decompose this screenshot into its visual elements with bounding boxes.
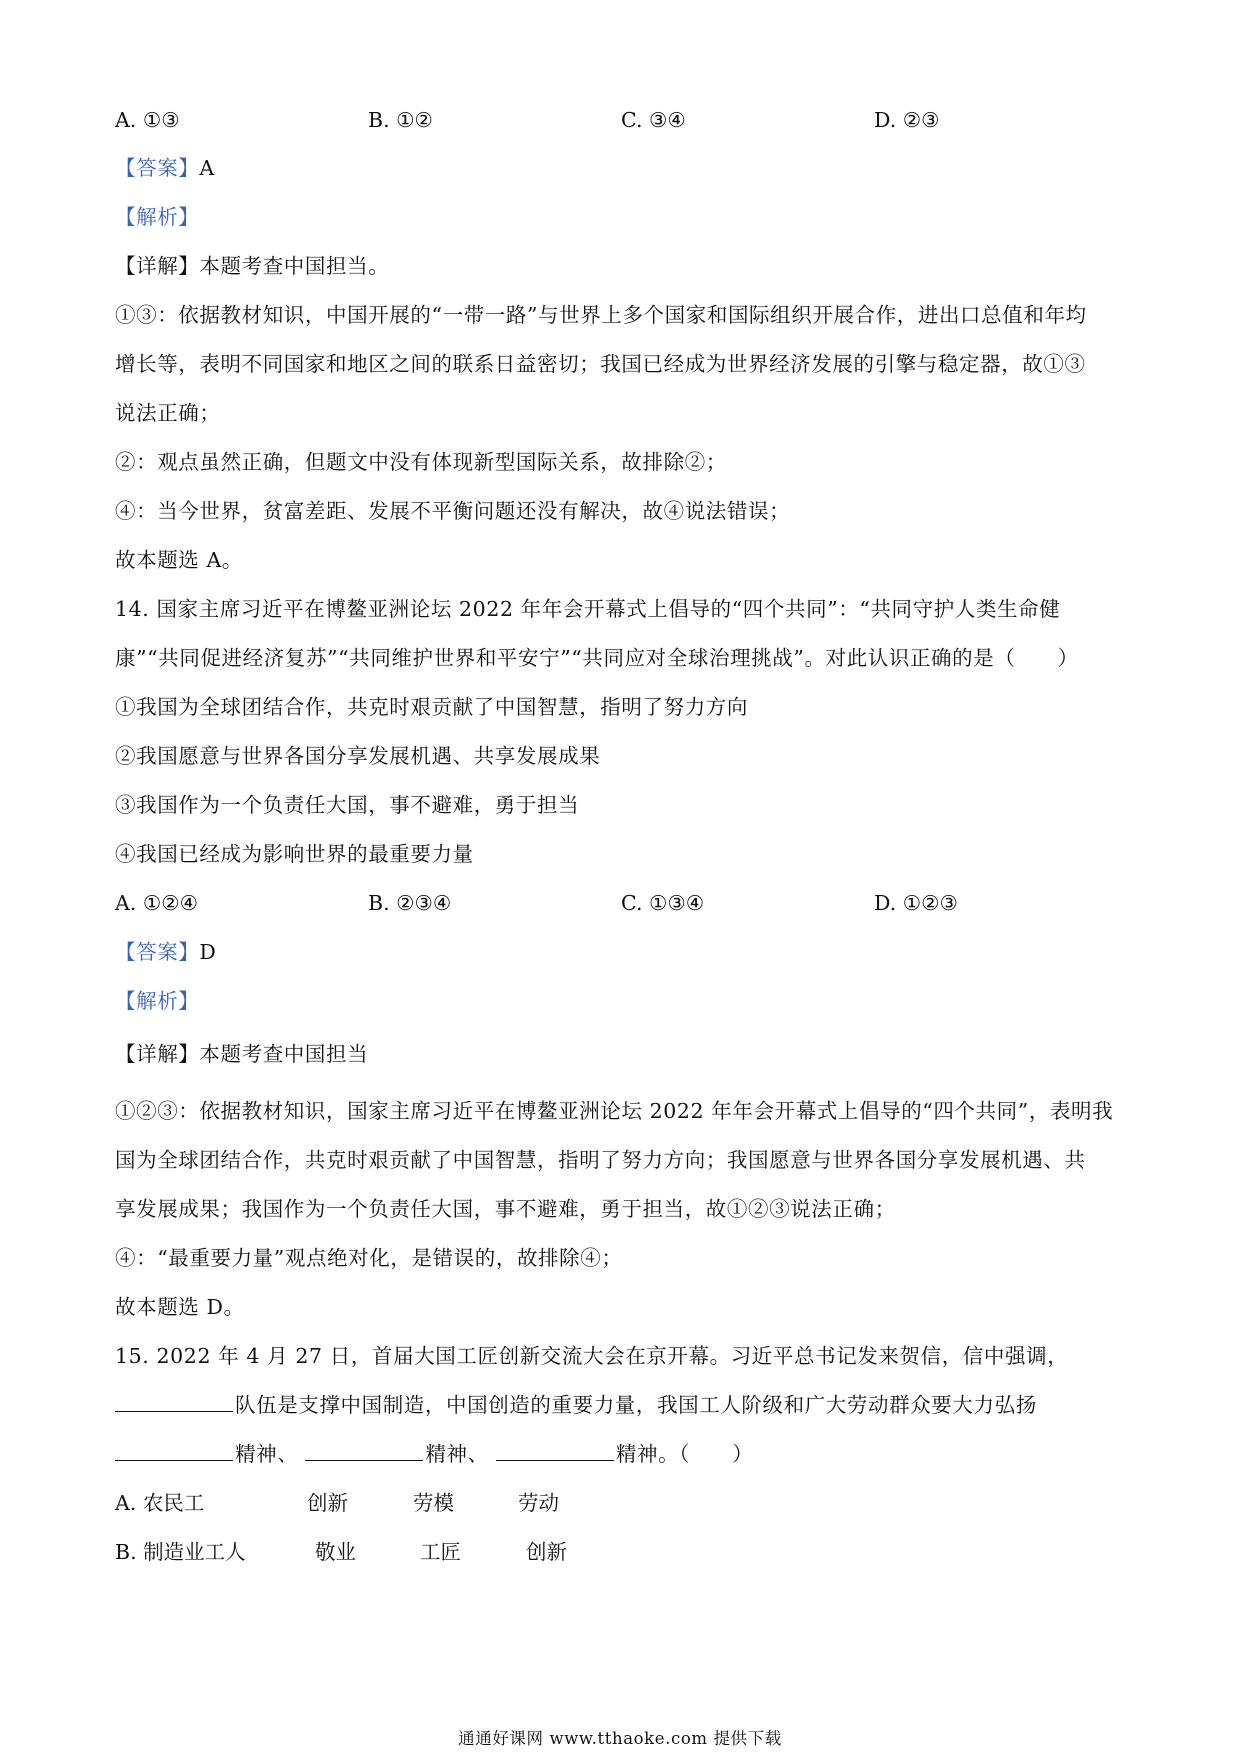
q15-stem-line: 15. 2022 年 4 月 27 日，首届大国工匠创新交流大会在京开幕。习近平总书记发来贺信，信中强调，: [115, 1344, 1069, 1368]
q13-explanation-line: ④：当今世界，贫富差距、发展不平衡问题还没有解决，故④说法错误；: [115, 499, 791, 523]
q13-explanation-line: ①③：依据教材知识，中国开展的“一带一路”与世界上多个国家和国际组织开展合作，进出口总值和年均: [115, 303, 1087, 327]
q13-explanation-line: 增长等，表明不同国家和地区之间的联系日益密切；我国已经成为世界经济发展的引擎与稳定器，故①③: [115, 352, 1086, 376]
q15-option-b-word: 敬业: [315, 1540, 356, 1564]
q14-answer-line: [115, 938, 216, 966]
q14-detail-line: [115, 1040, 368, 1068]
q14-answer-value: D: [199, 940, 217, 964]
q14-option-c: C. ①③④: [621, 891, 705, 915]
q15-option-b-label: B. 制造业工人: [115, 1540, 246, 1564]
q14-stem-line: 14. 国家主席习近平在博鳌亚洲论坛 2022 年年会开幕式上倡导的“四个共同”：“共同守护人类生命健: [115, 597, 1061, 621]
q15-option-a-word: 创新: [307, 1491, 348, 1515]
q15-option-b-word: 工匠: [420, 1540, 461, 1564]
q13-option-c: C. ③④: [621, 108, 686, 132]
q15-option-b-word: 创新: [526, 1540, 567, 1564]
q15-spirit-word: 精神、: [425, 1442, 489, 1466]
q14-conclusion-line: 故本题选 D。: [115, 1295, 245, 1319]
q14-option-b: B. ②③④: [368, 891, 452, 915]
fill-in-blank: [115, 1440, 233, 1461]
q13-answer-value: A: [199, 156, 215, 180]
q15-stem-line: [115, 1391, 1037, 1419]
q14-answer-tag: 【答案】: [115, 940, 200, 964]
q15-stem-text: 队伍是支撑中国制造，中国创造的重要力量，我国工人阶级和广大劳动群众要大力弘扬: [235, 1393, 1037, 1417]
q15-stem-line: [115, 1440, 753, 1468]
q13-explanation-line: ②：观点虽然正确，但题文中没有体现新型国际关系，故排除②；: [115, 450, 727, 474]
q14-explanation-line: ①②③：依据教材知识，国家主席习近平在博鳌亚洲论坛 2022 年年会开幕式上倡导的“四个共同”，表明我: [115, 1099, 1114, 1123]
q14-explanation-line: ④：“最重要力量”观点绝对化，是错误的，故排除④；: [115, 1246, 623, 1270]
q14-statement: ②我国愿意与世界各国分享发展机遇、共享发展成果: [115, 744, 601, 768]
q14-analysis-line: [115, 987, 199, 1015]
q13-detail-tag: 【详解】: [115, 254, 200, 278]
fill-in-blank: [115, 1391, 233, 1412]
q13-detail-text: 本题考查中国担当。: [199, 254, 390, 278]
q13-explanation-line: 说法正确；: [115, 401, 221, 425]
q14-detail-tag: 【详解】: [115, 1042, 200, 1066]
q14-option-a: A. ①②④: [115, 891, 198, 915]
fill-in-blank: [305, 1440, 423, 1461]
q15-option-a-word: 劳模: [413, 1491, 454, 1515]
q14-statement: ③我国作为一个负责任大国，事不避难，勇于担当: [115, 793, 580, 817]
q15-spirit-word: 精神。（ ）: [615, 1442, 754, 1466]
q14-detail-text: 本题考查中国担当: [199, 1042, 369, 1066]
q13-analysis-tag: 【解析】: [115, 205, 200, 229]
page-footer: 通通好课网 www.tthaoke.com 提供下载: [458, 1729, 782, 1748]
q13-option-b: B. ①②: [368, 108, 433, 132]
q14-option-d: D. ①②③: [874, 891, 958, 915]
q13-option-d: D. ②③: [874, 108, 940, 132]
q14-stem-line: 康”“共同促进经济复苏”“共同维护世界和平安宁”“共同应对全球治理挑战”。对此认识正确的是（ ）: [115, 646, 1079, 670]
q14-statement: ①我国为全球团结合作，共克时艰贡献了中国智慧，指明了努力方向: [115, 695, 748, 719]
q13-analysis-line: [115, 203, 199, 231]
q14-statement: ④我国已经成为影响世界的最重要力量: [115, 842, 474, 866]
q13-detail-line: [115, 252, 389, 280]
q13-conclusion-line: 故本题选 A。: [115, 548, 244, 572]
fill-in-blank: [496, 1440, 614, 1461]
q14-analysis-tag: 【解析】: [115, 989, 200, 1013]
q14-explanation-line: 享发展成果；我国作为一个负责任大国，事不避难，勇于担当，故①②③说法正确；: [115, 1197, 896, 1221]
q13-answer-tag: 【答案】: [115, 156, 200, 180]
q15-spirit-word: 精神、: [235, 1442, 299, 1466]
q15-option-a-label: A. 农民工: [115, 1491, 205, 1515]
q13-answer-line: [115, 154, 215, 182]
q15-option-a-word: 劳动: [518, 1491, 559, 1515]
q14-explanation-line: 国为全球团结合作，共克时艰贡献了中国智慧，指明了努力方向；我国愿意与世界各国分享发展机遇、共: [115, 1148, 1086, 1172]
q13-option-a: A. ①③: [115, 108, 180, 132]
